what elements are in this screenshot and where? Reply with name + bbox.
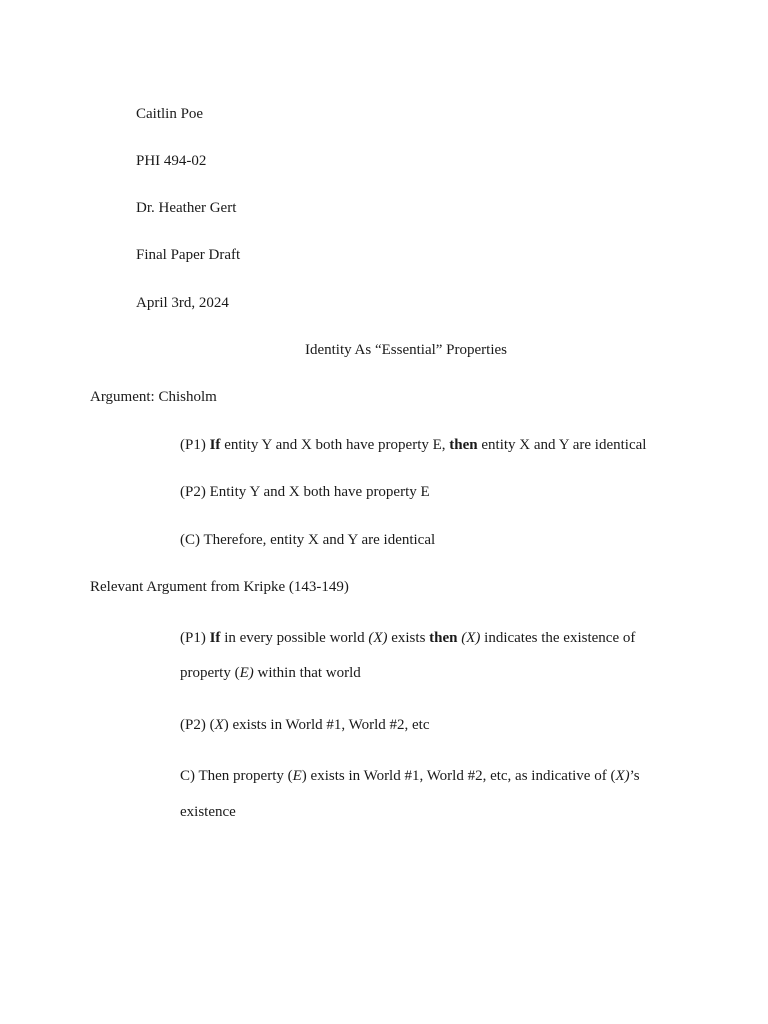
premise-text: within that world <box>253 665 361 681</box>
premise-text: (P2) ( <box>180 717 215 733</box>
keyword-then: then <box>429 630 458 646</box>
keyword-then: then <box>449 437 478 453</box>
premise-text: in every possible world <box>220 630 369 646</box>
variable-x: X) <box>615 768 630 784</box>
premise-text: ) exists in World #1, World #2, etc, as indicative of ( <box>301 768 616 784</box>
paper-title: Identity As “Essential” Properties <box>304 342 508 358</box>
premise-label: (P1) <box>180 437 210 453</box>
variable-x: (X) <box>461 630 481 646</box>
kripke-premise-1-cont <box>180 664 361 682</box>
keyword-if: If <box>209 630 221 646</box>
premise-text: indicates the existence of <box>480 630 636 646</box>
variable-e: E <box>292 768 302 784</box>
chisholm-premise-1 <box>180 436 646 454</box>
premise-text: ’s <box>629 768 640 784</box>
course-code: PHI 494-02 <box>136 153 207 169</box>
instructor-name: Dr. Heather Gert <box>136 200 237 216</box>
premise-text: C) Then property ( <box>180 768 293 784</box>
premise-text: ) exists in World #1, World #2, etc <box>223 717 430 733</box>
premise-text: exists <box>387 630 430 646</box>
variable-x: (X) <box>368 630 388 646</box>
premise-text: entity Y and X both have property E, <box>220 437 450 453</box>
variable-x: X <box>214 717 224 733</box>
chisholm-premise-2: (P2) Entity Y and X both have property E <box>180 484 430 500</box>
kripke-premise-1 <box>180 629 635 647</box>
keyword-if: If <box>209 437 221 453</box>
variable-e: E) <box>239 665 254 681</box>
kripke-conclusion <box>180 767 640 785</box>
kripke-premise-2 <box>180 716 430 734</box>
kripke-heading: Relevant Argument from Kripke (143-149) <box>90 579 349 595</box>
document-date: April 3rd, 2024 <box>136 295 229 311</box>
premise-text: entity X and Y are identical <box>477 437 647 453</box>
kripke-conclusion-cont: existence <box>180 804 236 820</box>
assignment-name: Final Paper Draft <box>136 247 241 263</box>
author-name: Caitlin Poe <box>136 106 204 122</box>
chisholm-conclusion: (C) Therefore, entity X and Y are identical <box>180 532 436 548</box>
premise-text: property ( <box>180 665 240 681</box>
premise-label: (P1) <box>180 630 210 646</box>
chisholm-heading: Argument: Chisholm <box>90 389 217 405</box>
